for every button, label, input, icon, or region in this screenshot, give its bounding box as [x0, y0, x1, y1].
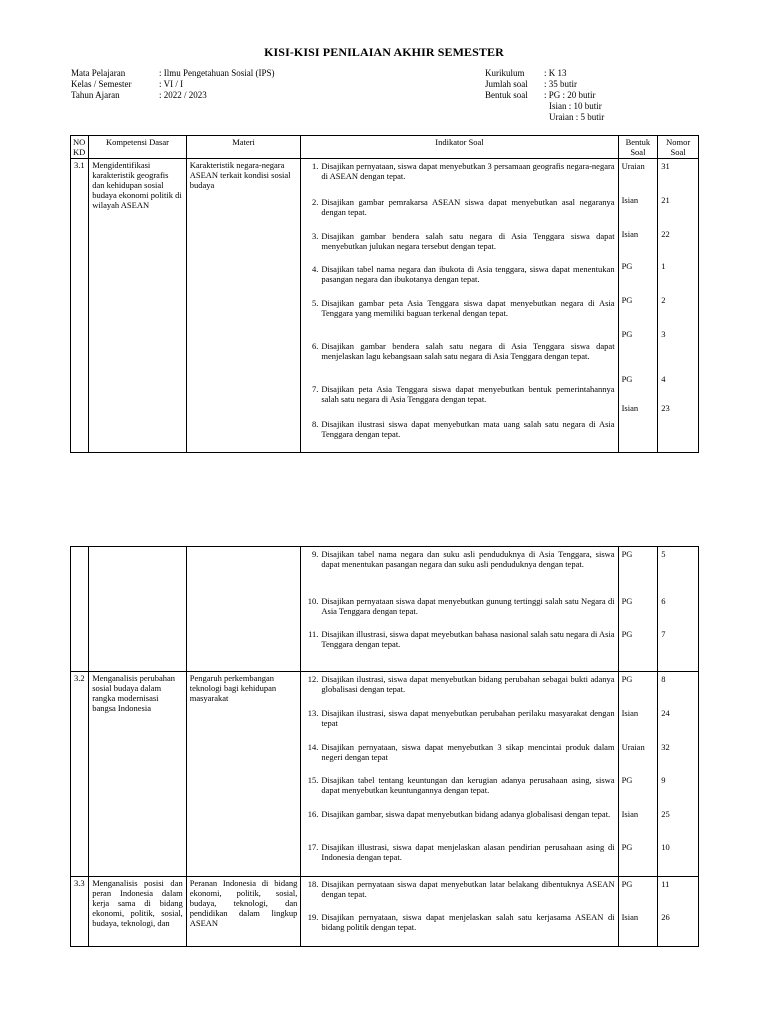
indicator-number: 9. [312, 549, 319, 559]
meta-label: Kurikulum [485, 68, 525, 78]
indicator-number: 2. [312, 197, 319, 207]
indicator-item [304, 742, 614, 775]
cell-bentuk [618, 159, 658, 453]
bentuk-value: Isian [621, 708, 639, 718]
indicator-text: Disajikan illustrasi, siswa dapat menjelaskan alasan pendirian perusahaan asing di Indonesia dengan tepat. [321, 842, 615, 862]
indicator-text: Disajikan gambar, siswa dapat menyebutkan bidang adanya globalisasi dengan tepat. [321, 809, 611, 819]
meta-value: : 2022 / 2023 [159, 90, 207, 100]
meta-label: Bentuk soal [485, 90, 528, 100]
indicator-text: Disajikan illustrasi, siswa dapat meyebutkan bahasa nasional salah satu negara di Asia Tenggara dengan tepat. [321, 629, 615, 649]
bentuk-value: PG [621, 374, 633, 384]
indicator-text: Disajikan ilustrasi, siswa dapat menyebutkan perubahan perilaku masyarakat dengan tepat [321, 708, 615, 728]
bentuk-value: Isian [621, 229, 639, 239]
indicator-item [304, 264, 614, 298]
cell-nomor [658, 672, 699, 877]
header-kd: Kompetensi Dasar [89, 136, 187, 159]
table-row [71, 547, 699, 672]
indicator-text: Disajikan ilustrasi siswa dapat menyebutkan mata uang salah satu negara di Asia Tenggara dengan tepat. [321, 419, 615, 439]
bentuk-value: Uraian [621, 742, 645, 752]
indicator-text: Disajikan gambar peta Asia Tenggara siswa dapat menyebutkan negara di Asia Tenggara yang memiliki baguan terkenal dengan tepat. [321, 298, 615, 318]
cell-materi: Karakteristik negara-negara ASEAN terkait kondisi sosial budaya [186, 159, 301, 453]
header-indikator: Indikator Soal [301, 136, 618, 159]
meta-value: : K 13 [544, 68, 567, 78]
nomor-value: 3 [661, 329, 666, 339]
indicator-number: 11. [308, 629, 319, 639]
indicator-number: 3. [312, 231, 319, 241]
bentuk-value: PG [621, 549, 633, 559]
indicator-item [304, 419, 614, 439]
cell-kd: Menganalisis perubahan sosial budaya dalam rangka modernisasi bangsa Indonesia [89, 672, 187, 877]
indicator-text: Disajikan gambar bendera salah satu negara di Asia Tenggara siswa dapat menjelaskan lagu kebangsaan salah satu negara di Asia Tenggara dengan tepat. [321, 341, 615, 361]
meta-label: Jumlah soal [485, 79, 528, 89]
meta-value: : PG : 20 butir [544, 90, 596, 100]
meta-row-isian [485, 101, 604, 112]
indicator-number: 7. [312, 384, 319, 394]
cell-materi: Pengaruh perkembangan teknologi bagi kehidupan masyarakat [186, 672, 301, 877]
indicator-item [304, 842, 614, 862]
indicator-number: 15. [307, 775, 319, 785]
grid-table-page1 [70, 135, 699, 453]
nomor-value: 23 [661, 403, 670, 413]
nomor-value: 2 [661, 295, 666, 305]
table-row [71, 672, 699, 877]
nomor-value: 22 [661, 229, 670, 239]
indicator-number: 6. [312, 341, 319, 351]
table-row [71, 159, 699, 453]
meta-value: : 35 butir [544, 79, 577, 89]
meta-label: Mata Pelajaran [71, 68, 126, 78]
nomor-value: 31 [661, 161, 670, 171]
indicator-text: Disajikan pernyataan, siswa dapat menyebutkan 3 persamaan geografis negara-negara di ASEAN dengan tepat. [321, 161, 615, 181]
nomor-value: 32 [661, 742, 670, 752]
nomor-value: 1 [661, 261, 666, 271]
bentuk-value: PG [621, 842, 633, 852]
meta-row-year [71, 90, 275, 101]
cell-materi: Peranan Indonesia di bidang ekonomi, politik, sosial, budaya, teknologi, dan pendidikan dalam lingkup ASEAN [186, 877, 301, 947]
indicator-text: Disajikan gambar bendera salah satu negara di Asia Tenggara siswa dapat menyebutkan julukan negara tersebut dengan tepat. [321, 231, 615, 251]
indicator-item [304, 341, 614, 384]
cell-no [71, 547, 89, 672]
header-no: NO KD [71, 136, 89, 159]
indicator-number: 13. [307, 708, 319, 718]
nomor-value: 24 [661, 708, 670, 718]
header-bentuk: Bentuk Soal [618, 136, 658, 159]
cell-kd: Menganalisis posisi dan peran Indonesia dalam kerja sama di bidang ekonomi, politik, sosial, budaya, teknologi, dan [89, 877, 187, 947]
bentuk-value: Isian [621, 403, 639, 413]
nomor-value: 4 [661, 374, 666, 384]
cell-bentuk [618, 877, 658, 947]
bentuk-value: PG [621, 629, 633, 639]
meta-label: Kelas / Semester [71, 79, 132, 89]
indicator-item [304, 596, 614, 629]
indicator-item [304, 298, 614, 341]
header-materi: Materi [186, 136, 301, 159]
meta-row-subject [71, 68, 275, 79]
cell-bentuk [618, 547, 658, 672]
indicator-text: Disajikan gambar pemrakarsa ASEAN siswa dapat menyebutkan asal negaranya dengan tepat. [321, 197, 615, 217]
cell-kd [89, 547, 187, 672]
cell-indikator [301, 877, 618, 947]
indicator-item [304, 629, 614, 649]
indicator-number: 16. [307, 809, 319, 819]
table-row [71, 877, 699, 947]
bentuk-value: PG [621, 261, 633, 271]
indicator-item [304, 231, 614, 264]
nomor-value: 21 [661, 195, 670, 205]
cell-indikator [301, 159, 618, 453]
header-nomor: Nomor Soal [658, 136, 699, 159]
cell-kd: Mengidentifikasi karakteristik geografis dan kehidupan sosial budaya ekonomi politik di wilayah ASEAN [89, 159, 187, 453]
indicator-item [304, 879, 614, 912]
nomor-value: 8 [661, 674, 666, 684]
indicator-text: Disajikan tabel tentang keuntungan dan kerugian adanya perusahaan asing, siswa dapat menyebutkan keuntungannya dengan tepat. [321, 775, 615, 795]
indicator-item [304, 197, 614, 231]
indicator-item [304, 775, 614, 809]
indicator-item [304, 809, 614, 842]
indicator-number: 17. [307, 842, 319, 852]
bentuk-value: PG [621, 674, 633, 684]
indicator-text: Disajikan pernyataan, siswa dapat menyebutkan 3 sikap mencintai produk dalam negeri dengan tepat [321, 742, 615, 762]
indicator-number: 14. [307, 742, 319, 752]
meta-value: : Ilmu Pengetahuan Sosial (IPS) [159, 68, 275, 78]
indicator-item [304, 912, 614, 932]
nomor-value: 6 [661, 596, 666, 606]
meta-value: Uraian : 5 butir [549, 112, 605, 122]
cell-nomor [658, 547, 699, 672]
indicator-number: 1. [312, 161, 319, 171]
cell-indikator [301, 672, 618, 877]
grid-table-page2 [70, 546, 699, 947]
cell-no: 3.2 [71, 672, 89, 877]
table-header-row [71, 136, 699, 159]
indicator-item [304, 549, 614, 596]
indicator-text: Disajikan pernyataan siswa dapat menyebutkan latar belakang dibentuknya ASEAN dengan tepat. [321, 879, 615, 899]
cell-bentuk [618, 672, 658, 877]
nomor-value: 26 [661, 912, 670, 922]
bentuk-value: PG [621, 879, 633, 889]
bentuk-value: PG [621, 775, 633, 785]
indicator-number: 5. [312, 298, 319, 308]
cell-no: 3.3 [71, 877, 89, 947]
indicator-number: 10. [307, 596, 319, 606]
meta-right [485, 68, 604, 123]
meta-row-class [71, 79, 275, 90]
nomor-value: 9 [661, 775, 666, 785]
indicator-text: Disajikan tabel nama negara dan ibukota di Asia tenggara, siswa dapat menentukan pasangan negara dan ibukotanya dengan tepat. [321, 264, 615, 284]
indicator-text: Disajikan ilustrasi, siswa dapat menyebutkan bidang perubahan sebagai bukti adanya globalisasi dengan tepat. [321, 674, 615, 694]
cell-indikator [301, 547, 618, 672]
indicator-item [304, 384, 614, 419]
indicator-item [304, 674, 614, 708]
indicator-number: 8. [312, 419, 319, 429]
indicator-text: Disajikan pernyataan siswa dapat menyebutkan gunung tertinggi salah satu Negara di Asia Tenggara dengan tepat. [321, 596, 615, 616]
cell-nomor [658, 159, 699, 453]
indicator-number: 18. [307, 879, 319, 889]
bentuk-value: PG [621, 596, 633, 606]
bentuk-value: Isian [621, 912, 639, 922]
document-title: KISI-KISI PENILAIAN AKHIR SEMESTER [264, 45, 504, 59]
indicator-text: Disajikan pernyataan, siswa dapat menjelaskan salah satu kerjasama ASEAN di bidang politik dengan tepat. [321, 912, 615, 932]
indicator-text: Disajikan peta Asia Tenggara siswa dapat menyebutkan bentuk pemerintahannya salah satu negara di Asia Tenggara dengan tepat. [321, 384, 615, 404]
indicator-item [304, 708, 614, 742]
cell-materi [186, 547, 301, 672]
meta-label: Tahun Ajaran [71, 90, 120, 100]
bentuk-value: Uraian [621, 161, 645, 171]
nomor-value: 10 [661, 842, 670, 852]
indicator-number: 12. [307, 674, 319, 684]
meta-row-form [485, 90, 604, 101]
indicator-number: 19. [307, 912, 319, 922]
meta-left [71, 68, 275, 101]
nomor-value: 7 [661, 629, 666, 639]
cell-nomor [658, 877, 699, 947]
bentuk-value: Isian [621, 809, 639, 819]
indicator-text: Disajikan tabel nama negara dan suku asli penduduknya di Asia Tenggara, siswa dapat menentukan pasangan negara dan suku asli penduduknya dengan tepat. [321, 549, 615, 569]
meta-row-count [485, 79, 604, 90]
meta-value: Isian : 10 butir [549, 101, 602, 111]
nomor-value: 5 [661, 549, 666, 559]
bentuk-value: PG [621, 295, 633, 305]
meta-value: : VI / I [159, 79, 184, 89]
nomor-value: 25 [661, 809, 670, 819]
nomor-value: 11 [661, 879, 670, 889]
meta-row-curriculum [485, 68, 604, 79]
bentuk-value: PG [621, 329, 633, 339]
indicator-number: 4. [312, 264, 319, 274]
cell-no: 3.1 [71, 159, 89, 453]
meta-row-uraian [485, 112, 604, 123]
indicator-item [304, 161, 614, 197]
bentuk-value: Isian [621, 195, 639, 205]
